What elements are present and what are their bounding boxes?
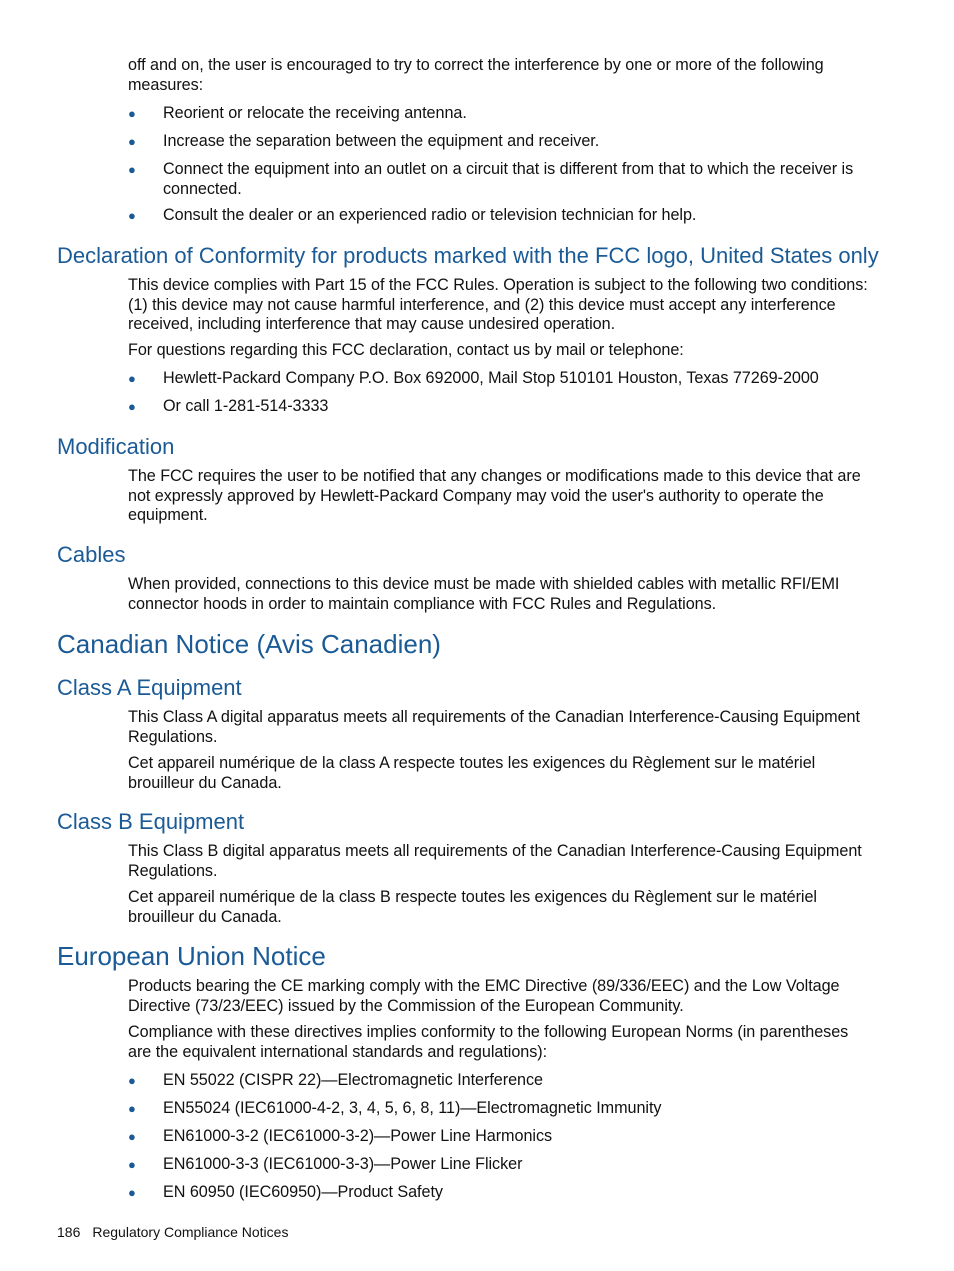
- list-item-text: Or call 1-281-514-3333: [163, 397, 329, 415]
- list-item-text: Connect the equipment into an outlet on a circuit that is different from that to which the receiver is connected.: [163, 160, 854, 198]
- list-item-text: Increase the separation between the equipment and receiver.: [163, 132, 600, 150]
- list-item-text: EN55024 (IEC61000-4-2, 3, 4, 5, 6, 8, 11)—Electromagnetic Immunity: [163, 1099, 662, 1117]
- bullet-icon: ●: [128, 1129, 136, 1144]
- class-b-french-paragraph: Cet appareil numérique de la class B respecte toutes les exigences du Règlement sur le matériel brouilleur du Canada.: [128, 888, 817, 926]
- cables-paragraph: When provided, connections to this device must be made with shielded cables with metallic RFI/EMI connector hoods in order to maintain compliance with FCC Rules and Regulations.: [128, 575, 840, 613]
- bullet-icon: ●: [128, 1073, 136, 1088]
- list-item: [128, 397, 873, 417]
- class-a-french-paragraph: Cet appareil numérique de la class A respecte toutes les exigences du Règlement sur le matériel brouilleur du Canada.: [128, 754, 816, 792]
- list-item-text: EN 55022 (CISPR 22)—Electromagnetic Interference: [163, 1071, 543, 1089]
- modification-paragraph: The FCC requires the user to be notified that any changes or modifications made to this device that are not expressly approved by Hewlett-Packard Company may void the user's authority to operate the equipment.: [128, 467, 861, 524]
- eu-paragraph: Products bearing the CE marking comply with the EMC Directive (89/336/EEC) and the Low Voltage Directive (73/23/EEC) issued by the Commission of the European Community.: [128, 977, 840, 1015]
- list-item-text: Hewlett-Packard Company P.O. Box 692000, Mail Stop 510101 Houston, Texas 77269-2000: [163, 369, 819, 387]
- page-footer: [57, 1223, 288, 1241]
- list-item: [128, 206, 873, 226]
- eu-norms-bullet-list: [128, 1071, 873, 1203]
- bullet-icon: ●: [128, 134, 136, 149]
- bullet-icon: ●: [128, 162, 136, 177]
- list-item: [128, 369, 873, 389]
- intro-paragraph: off and on, the user is encouraged to try to correct the interference by one or more of the following measures:: [128, 56, 824, 94]
- list-item: [128, 1071, 873, 1091]
- list-item: [128, 1127, 873, 1147]
- list-item-text: EN61000-3-3 (IEC61000-3-3)—Power Line Flicker: [163, 1155, 523, 1173]
- list-item: [128, 160, 873, 199]
- section-heading-canadian: Canadian Notice (Avis Canadien): [57, 629, 441, 659]
- bullet-icon: ●: [128, 106, 136, 121]
- list-item: [128, 1099, 873, 1119]
- section-heading-class-a: Class A Equipment: [57, 675, 242, 700]
- declaration-bullet-list: [128, 369, 873, 417]
- list-item: [128, 132, 873, 152]
- bullet-icon: ●: [128, 399, 136, 414]
- section-heading-class-b: Class B Equipment: [57, 809, 245, 834]
- list-item: [128, 1155, 873, 1175]
- page-number: 186: [57, 1224, 81, 1240]
- list-item-text: EN61000-3-2 (IEC61000-3-2)—Power Line Harmonics: [163, 1127, 553, 1145]
- bullet-icon: ●: [128, 208, 136, 223]
- bullet-icon: ●: [128, 1101, 136, 1116]
- section-heading-declaration: Declaration of Conformity for products marked with the FCC logo, United States only: [57, 243, 879, 268]
- list-item: [128, 104, 873, 124]
- eu-norms-paragraph: Compliance with these directives implies conformity to the following European Norms (in parentheses are the equivalent international standards and regulations):: [128, 1023, 849, 1061]
- footer-section-title: Regulatory Compliance Notices: [92, 1224, 289, 1240]
- declaration-paragraph: This device complies with Part 15 of the FCC Rules. Operation is subject to the following two conditions: (1) this device may not cause harmful interference, and (2) this device must accept any interference received, including interference that may cause undesired operation.: [128, 276, 868, 333]
- intro-bullet-list: [128, 104, 873, 226]
- section-heading-eu: European Union Notice: [57, 941, 326, 971]
- list-item-text: Consult the dealer or an experienced radio or television technician for help.: [163, 206, 697, 224]
- class-b-paragraph: This Class B digital apparatus meets all requirements of the Canadian Interference-Causing Equipment Regulations.: [128, 842, 862, 880]
- list-item-text: Reorient or relocate the receiving antenna.: [163, 104, 467, 122]
- section-heading-modification: Modification: [57, 434, 175, 459]
- section-heading-cables: Cables: [57, 542, 126, 567]
- declaration-contact-paragraph: For questions regarding this FCC declaration, contact us by mail or telephone:: [128, 341, 684, 359]
- bullet-icon: ●: [128, 1157, 136, 1172]
- bullet-icon: ●: [128, 1185, 136, 1200]
- class-a-paragraph: This Class A digital apparatus meets all requirements of the Canadian Interference-Causing Equipment Regulations.: [128, 708, 860, 746]
- bullet-icon: ●: [128, 371, 136, 386]
- list-item-text: EN 60950 (IEC60950)—Product Safety: [163, 1183, 443, 1201]
- list-item: [128, 1183, 873, 1203]
